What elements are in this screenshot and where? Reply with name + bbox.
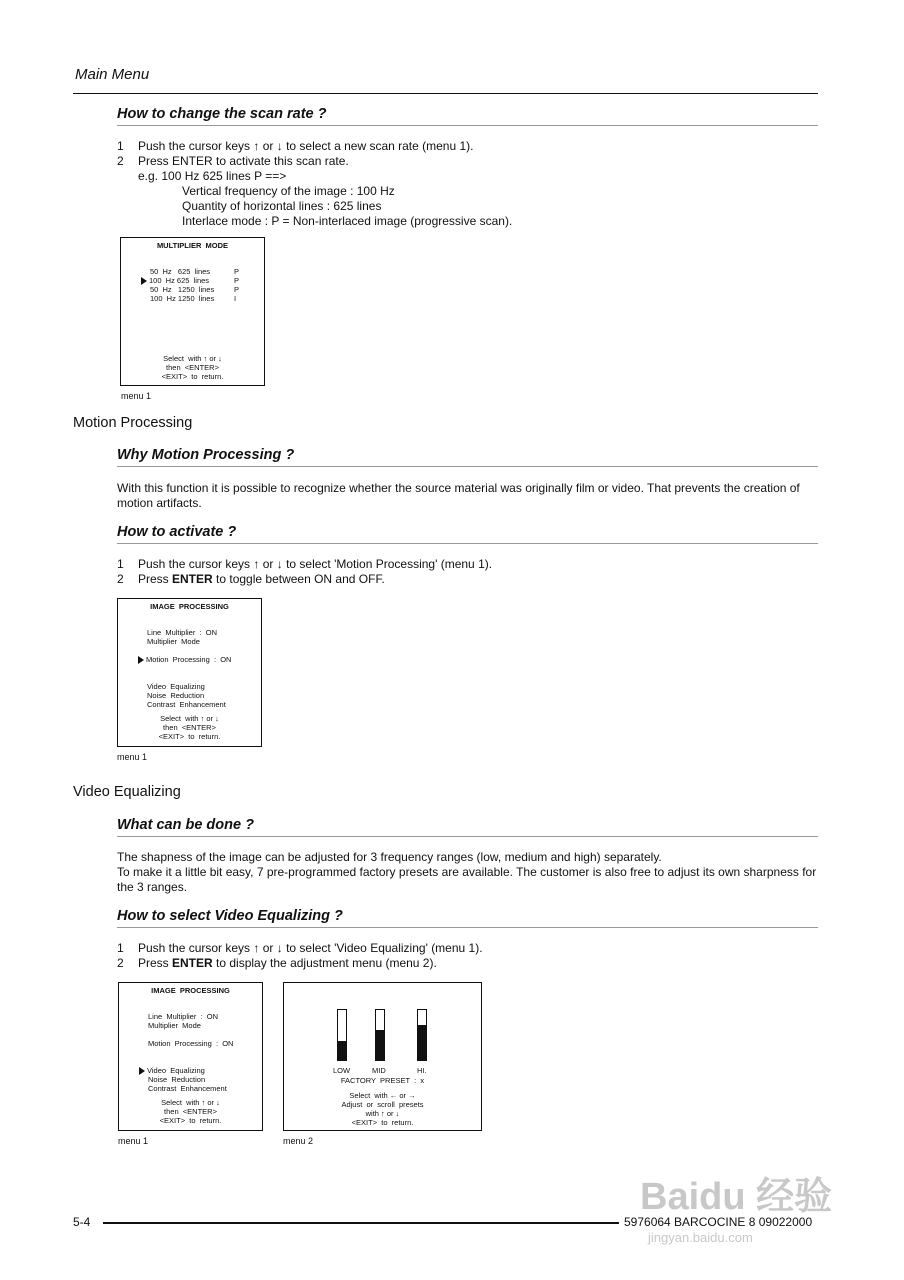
step-text: to toggle between ON and OFF. bbox=[212, 572, 385, 586]
heading-how-select-video-eq: How to select Video Equalizing ? bbox=[117, 908, 343, 924]
section-motion-processing: Motion Processing bbox=[73, 415, 193, 431]
step-number: 2 bbox=[117, 956, 124, 970]
menu-item-label: Motion Processing : ON bbox=[146, 655, 232, 664]
pointer-icon bbox=[138, 656, 144, 664]
scan-step-1 bbox=[117, 139, 474, 154]
menu-item-noise: Noise Reduction bbox=[148, 1075, 206, 1084]
eq-bar-fill bbox=[418, 1025, 426, 1060]
heading-scan-rate: How to change the scan rate ? bbox=[117, 106, 327, 122]
motion-paragraph: With this function it is possible to recognize whether the source material was originally film or video. That prevents the creation of motion artifacts. bbox=[117, 481, 800, 510]
scan-example: e.g. 100 Hz 625 lines P ==> bbox=[138, 169, 287, 183]
step-text: Push the cursor keys bbox=[138, 139, 254, 153]
menu-item-video-eq-selected bbox=[139, 1066, 205, 1075]
scan-detail-vertical: Vertical frequency of the image : 100 Hz bbox=[182, 184, 395, 198]
pointer-icon bbox=[141, 277, 147, 285]
arrow-up-icon: ↑ bbox=[201, 1098, 206, 1107]
menu-item-contrast: Contrast Enhancement bbox=[148, 1084, 227, 1093]
heading-rule bbox=[117, 125, 818, 126]
watermark-url: jingyan.baidu.com bbox=[648, 1230, 753, 1245]
arrow-up-icon: ↑ bbox=[200, 714, 205, 723]
menu-row-selected bbox=[141, 276, 209, 285]
step-text: Press bbox=[138, 572, 173, 586]
arrow-down-icon: ↓ bbox=[276, 139, 283, 153]
arrow-up-icon: ↑ bbox=[203, 354, 208, 363]
menu-row-label: 100 Hz 625 lines bbox=[149, 276, 210, 285]
step-number: 1 bbox=[117, 557, 124, 571]
step-number: 1 bbox=[117, 941, 124, 955]
menu-item-motion: Motion Processing : ON bbox=[148, 1039, 234, 1048]
step-text: or bbox=[259, 941, 277, 955]
step-text: to select 'Video Equalizing' (menu 1). bbox=[282, 941, 483, 955]
menu-select-hint: Select with ↑ or ↓ bbox=[163, 354, 222, 363]
step-number: 2 bbox=[117, 572, 124, 586]
step-text: Push the cursor keys bbox=[138, 557, 254, 571]
arrow-down-icon: ↓ bbox=[276, 557, 283, 571]
heading-rule bbox=[117, 466, 818, 467]
step-text: Press ENTER to activate this scan rate. bbox=[138, 154, 349, 168]
arrow-right-icon: → bbox=[408, 1091, 416, 1100]
eq-bar-fill bbox=[376, 1030, 384, 1060]
menu-item-label: Video Equalizing bbox=[147, 1066, 205, 1075]
menu-item-multiplier-mode: Multiplier Mode bbox=[148, 1021, 201, 1030]
menu-then-hint: then <ENTER> bbox=[166, 363, 219, 372]
step-text: or bbox=[259, 139, 277, 153]
menu-label: menu 2 bbox=[283, 1136, 314, 1146]
step-number: 2 bbox=[117, 154, 124, 168]
menu-item-line-multiplier: Line Multiplier : ON bbox=[147, 628, 218, 637]
footer-rule bbox=[103, 1222, 619, 1224]
watermark-brand: Baidu 经验 bbox=[640, 1176, 833, 1218]
eq-bar-label-mid: MID bbox=[372, 1066, 386, 1075]
arrow-down-icon: ↓ bbox=[218, 354, 222, 363]
step-number: 1 bbox=[117, 139, 124, 153]
menu-select-hint: Select with ↑ or ↓ bbox=[160, 714, 219, 723]
footer-doc-id: 5976064 BARCOCINE 8 09022000 bbox=[624, 1215, 813, 1229]
menu-row-mode: P bbox=[234, 267, 240, 276]
menu-then-hint: then <ENTER> bbox=[163, 723, 216, 732]
menu-exit-hint: <EXIT> to return. bbox=[159, 1116, 222, 1125]
video-paragraph-2: To make it a little bit easy, 7 pre-programmed factory presets are available. The customer is also free to adjust its own sharpness for the 3 ranges. bbox=[117, 865, 817, 894]
menu-image-processing-motion bbox=[117, 598, 262, 747]
menu-multiplier-mode bbox=[120, 237, 265, 386]
video-paragraph-1: The shapness of the image can be adjusted for 3 frequency ranges (low, medium and high) separately. bbox=[117, 850, 662, 864]
heading-how-activate: How to activate ? bbox=[117, 524, 237, 540]
menu-row-mode: I bbox=[234, 294, 237, 303]
step-text: to select a new scan rate (menu 1). bbox=[282, 139, 474, 153]
page-header-title: Main Menu bbox=[75, 66, 150, 83]
eq-bar-hi bbox=[417, 1009, 427, 1061]
heading-rule bbox=[117, 927, 818, 928]
menu-row-mode: P bbox=[234, 276, 240, 285]
video-step-1 bbox=[117, 941, 483, 956]
menu-title: IMAGE PROCESSING bbox=[151, 986, 230, 995]
heading-why-motion: Why Motion Processing ? bbox=[117, 447, 295, 463]
step-key: ENTER bbox=[172, 572, 213, 586]
menu-then-hint: then <ENTER> bbox=[164, 1107, 217, 1116]
step-text: to display the adjustment menu (menu 2). bbox=[212, 956, 437, 970]
menu-item-multiplier-mode: Multiplier Mode bbox=[147, 637, 200, 646]
menu-with-hint: with ↑ or ↓ bbox=[365, 1109, 400, 1118]
scan-detail-lines: Quantity of horizontal lines : 625 lines bbox=[182, 199, 382, 213]
step-key: ENTER bbox=[172, 956, 213, 970]
step-text: Push the cursor keys bbox=[138, 941, 254, 955]
menu-row: 100 Hz 1250 lines bbox=[150, 294, 215, 303]
arrow-down-icon: ↓ bbox=[215, 714, 219, 723]
arrow-up-icon: ↑ bbox=[253, 557, 260, 571]
arrow-up-icon: ↑ bbox=[253, 139, 260, 153]
menu-item-motion-selected bbox=[138, 655, 231, 664]
eq-bar-mid bbox=[375, 1009, 385, 1061]
menu-exit-hint: <EXIT> to return. bbox=[158, 732, 221, 741]
scan-step-2 bbox=[117, 154, 349, 169]
menu-adjust-hint: Adjust or scroll presets bbox=[341, 1100, 424, 1109]
arrow-down-icon: ↓ bbox=[216, 1098, 220, 1107]
menu-item-contrast: Contrast Enhancement bbox=[147, 700, 226, 709]
menu-select-hint: Select with ← or → bbox=[349, 1091, 416, 1100]
step-text: Press bbox=[138, 956, 173, 970]
menu-label: menu 1 bbox=[118, 1136, 149, 1146]
menu-title: IMAGE PROCESSING bbox=[150, 602, 229, 611]
scan-detail-interlace: Interlace mode : P = Non-interlaced image (progressive scan). bbox=[182, 214, 513, 228]
section-video-equalizing: Video Equalizing bbox=[73, 784, 181, 800]
eq-bar-label-hi: HI. bbox=[417, 1066, 427, 1075]
menu-select-hint: Select with ↑ or ↓ bbox=[161, 1098, 220, 1107]
step-text: or bbox=[259, 557, 277, 571]
video-step-2 bbox=[117, 956, 437, 971]
menu-exit-hint: <EXIT> to return. bbox=[161, 372, 224, 381]
menu-item-video-eq: Video Equalizing bbox=[147, 682, 205, 691]
menu-video-equalizing-adjust bbox=[283, 982, 482, 1131]
factory-preset: FACTORY PRESET : x bbox=[340, 1076, 425, 1085]
header-rule bbox=[73, 93, 818, 94]
menu-row: 50 Hz 625 lines bbox=[150, 267, 211, 276]
footer-page-number: 5-4 bbox=[73, 1215, 91, 1229]
menu-label: menu 1 bbox=[121, 391, 152, 401]
menu-row-mode: P bbox=[234, 285, 240, 294]
arrow-up-icon: ↑ bbox=[381, 1109, 385, 1118]
motion-step-1 bbox=[117, 557, 492, 572]
arrow-down-icon: ↓ bbox=[395, 1109, 400, 1118]
heading-rule bbox=[117, 543, 818, 544]
arrow-down-icon: ↓ bbox=[276, 941, 283, 955]
menu-row: 50 Hz 1250 lines bbox=[150, 285, 215, 294]
heading-rule bbox=[117, 836, 818, 837]
arrow-up-icon: ↑ bbox=[253, 941, 260, 955]
menu-item-noise: Noise Reduction bbox=[147, 691, 205, 700]
menu-exit-hint: <EXIT> to return. bbox=[351, 1118, 414, 1127]
eq-bar-fill bbox=[338, 1041, 346, 1060]
heading-what-can-be-done: What can be done ? bbox=[117, 817, 254, 833]
menu-label: menu 1 bbox=[117, 752, 148, 762]
menu-item-line-multiplier: Line Multiplier : ON bbox=[148, 1012, 219, 1021]
pointer-icon bbox=[139, 1067, 145, 1075]
menu-image-processing-video bbox=[118, 982, 263, 1131]
motion-step-2 bbox=[117, 572, 385, 587]
eq-bar-label-low: LOW bbox=[333, 1066, 351, 1075]
menu-title: MULTIPLIER MODE bbox=[156, 241, 229, 250]
arrow-left-icon: ← bbox=[389, 1091, 398, 1100]
step-text: to select 'Motion Processing' (menu 1). bbox=[282, 557, 493, 571]
eq-bar-low bbox=[337, 1009, 347, 1061]
